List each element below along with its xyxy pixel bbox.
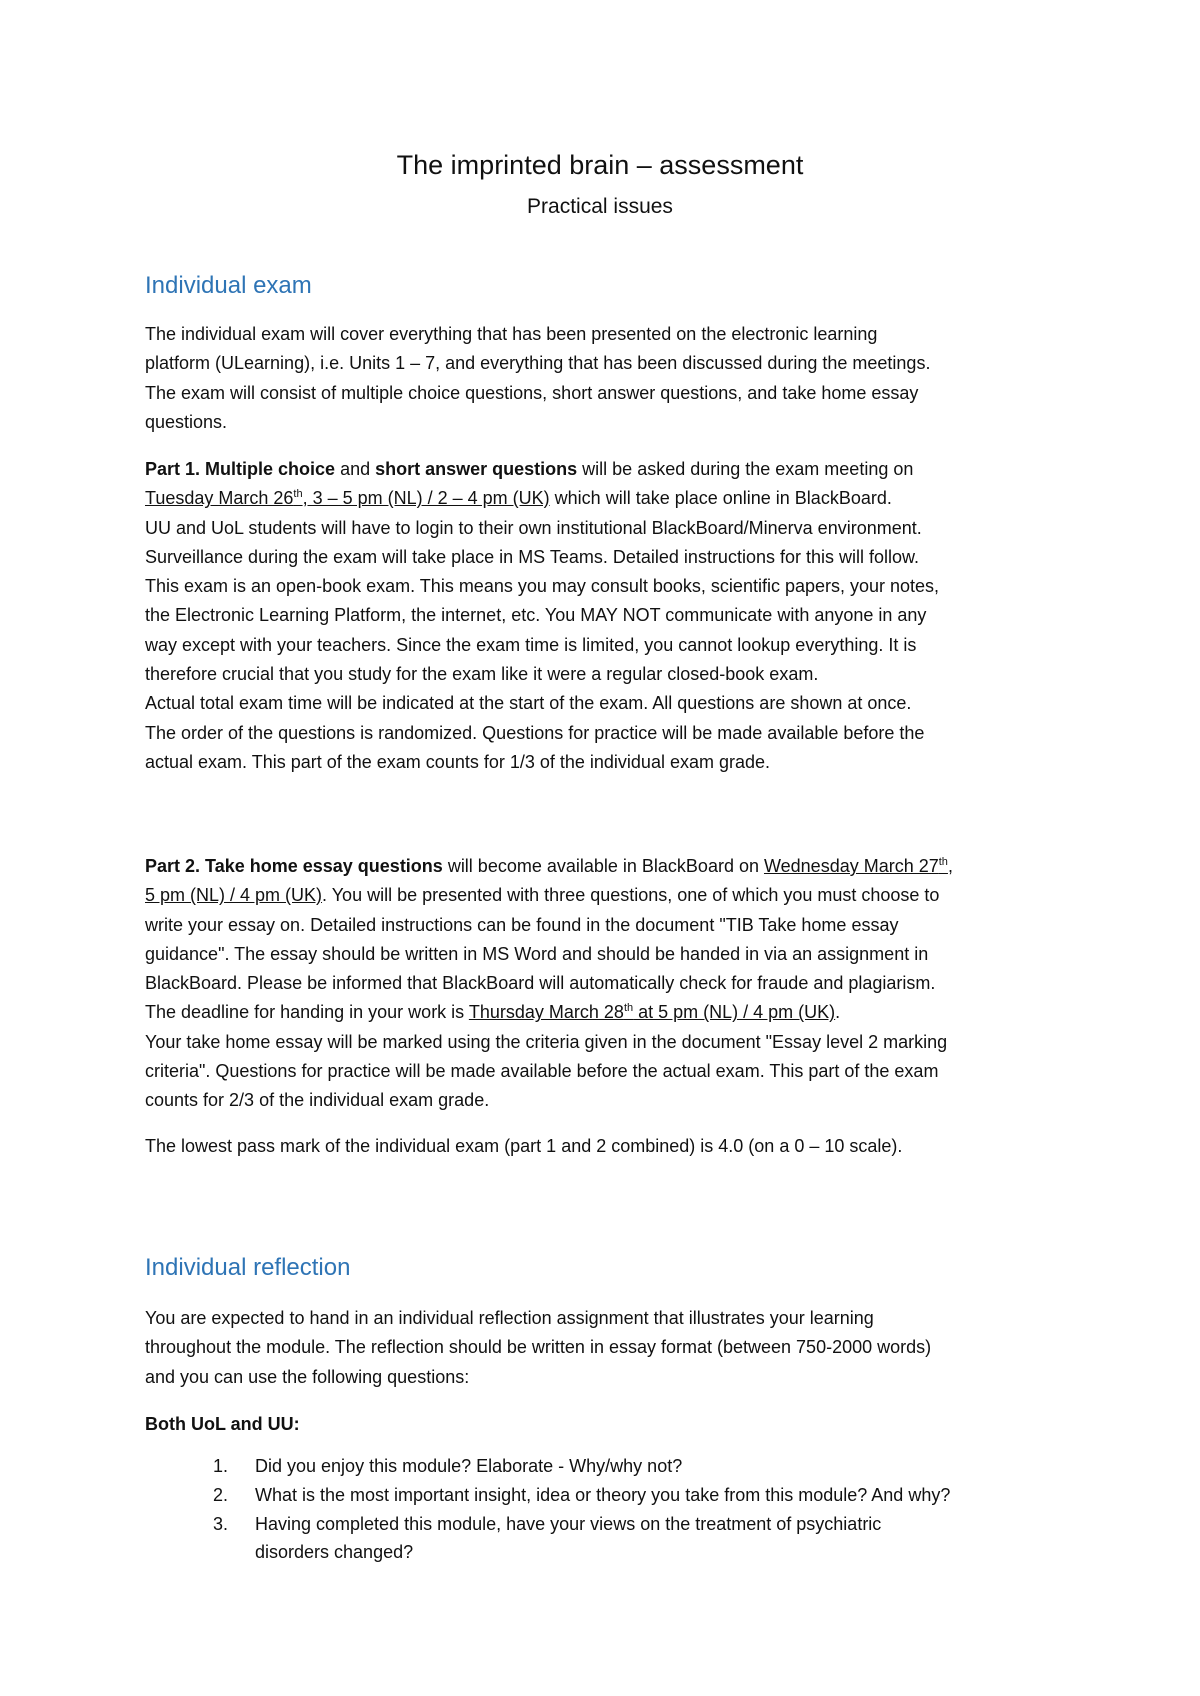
part1-and: and	[335, 459, 376, 479]
part1-date-a: Tuesday March 26	[145, 488, 294, 509]
part2-line: write your essay on. Detailed instructions can be found in the document "TIB Take home essay	[145, 914, 899, 935]
part1-line: Surveillance during the exam will take place in MS Teams. Detailed instructions for this will follow.	[145, 546, 920, 567]
list-item-number: 1.	[213, 1456, 229, 1476]
deadline-post: .	[835, 1002, 841, 1023]
reflection-question-list	[145, 1452, 1075, 1567]
list-item	[145, 1452, 1075, 1480]
part1-date-b: , 3 – 5 pm (NL) / 2 – 4 pm (UK)	[302, 488, 550, 509]
reflection-intro-line: You are expected to hand in an individual reflection assignment that illustrates your learning	[145, 1308, 874, 1328]
deadline-b: at 5 pm (NL) / 4 pm (UK)	[633, 1002, 836, 1023]
part2-time: 5 pm (NL) / 4 pm (UK)	[145, 885, 323, 906]
part2-date-b: ,	[947, 856, 953, 876]
part1-date-line	[145, 484, 1075, 513]
part2-date-a: Wednesday March 27	[763, 856, 939, 876]
part1-bold-multiple-choice: Multiple choice	[205, 459, 336, 479]
pass-mark-paragraph	[145, 1132, 1075, 1161]
deadline-sup: th	[623, 1002, 634, 1015]
part1-rest1: will be asked during the exam meeting on	[577, 459, 914, 479]
part1-first-line	[145, 455, 1075, 484]
part2-date	[764, 856, 953, 876]
part1-bold-short-answer: short answer questions	[375, 459, 578, 479]
part1-lead: Part 1.	[145, 459, 201, 479]
part1-line: the Electronic Learning Platform, the internet, etc. You MAY NOT communicate with anyone in any	[145, 605, 927, 626]
part2-rest1: will become available in BlackBoard on	[442, 856, 764, 876]
reflection-intro-line: and you can use the following questions:	[145, 1366, 470, 1387]
list-item	[145, 1481, 1075, 1509]
document-subtitle: Practical issues	[527, 195, 673, 218]
section-heading-exam: Individual exam	[145, 272, 312, 299]
part2-line: criteria". Questions for practice will be made available before the actual exam. This part of the exam	[145, 1061, 939, 1082]
both-uol-uu-label: Both UoL and UU:	[145, 1414, 300, 1434]
part1-line: UU and UoL students will have to login to their own institutional BlackBoard/Minerva environment.	[145, 517, 922, 538]
reflection-intro-paragraph	[145, 1304, 1075, 1392]
deadline-date	[469, 1002, 835, 1022]
part2-first-line	[145, 852, 1075, 881]
exam-intro-line: The individual exam will cover everything that has been presented on the electronic learning	[145, 324, 878, 344]
list-item-number: 3.	[213, 1514, 229, 1534]
deadline-pre: The deadline for handing in your work is	[145, 1002, 469, 1023]
part1-date-sup: th	[293, 488, 303, 501]
reflection-intro-line: throughout the module. The reflection should be written in essay format (between 750-2000 words)	[145, 1337, 932, 1358]
part2-line: Your take home essay will be marked using the criteria given in the document "Essay level 2 marking	[145, 1031, 948, 1052]
part2-lead: Part 2.	[145, 856, 201, 876]
part2-date-sup: th	[938, 856, 948, 868]
part2-line: BlackBoard. Please be informed that BlackBoard will automatically check for fraude and plagiarism.	[145, 973, 936, 994]
exam-intro-line: platform (ULearning), i.e. Units 1 – 7, and everything that has been discussed during the meetings.	[145, 353, 931, 374]
exam-intro-paragraph	[145, 320, 1075, 437]
both-label-paragraph	[145, 1410, 1075, 1439]
part2-line: counts for 2/3 of the individual exam grade.	[145, 1090, 490, 1111]
part1-line: therefore crucial that you study for the exam like it were a regular closed-book exam.	[145, 664, 819, 685]
deadline-a: Thursday March 28	[468, 1002, 624, 1023]
pass-mark-text: The lowest pass mark of the individual exam (part 1 and 2 combined) is 4.0 (on a 0 – 10 scale).	[145, 1136, 903, 1156]
list-item-text: What is the most important insight, idea or theory you take from this module? And why?	[255, 1485, 951, 1505]
part2-bold-take-home: Take home essay questions	[205, 856, 443, 876]
part1-paragraph	[145, 455, 1075, 777]
section-heading-reflection: Individual reflection	[145, 1254, 351, 1281]
exam-intro-line: The exam will consist of multiple choice questions, short answer questions, and take home essay	[145, 382, 919, 403]
list-item-text: Did you enjoy this module? Elaborate - Why/why not?	[255, 1456, 683, 1476]
part1-line: This exam is an open-book exam. This means you may consult books, scientific papers, your notes,	[145, 576, 940, 597]
list-item	[145, 1510, 955, 1566]
part2-deadline-line	[145, 998, 1075, 1027]
exam-intro-line: questions.	[145, 411, 228, 432]
part1-line: actual exam. This part of the exam counts for 1/3 of the individual exam grade.	[145, 751, 771, 772]
part1-line: Actual total exam time will be indicated at the start of the exam. All questions are shown at once.	[145, 693, 912, 714]
part2-second-line	[145, 881, 1075, 910]
list-item-number: 2.	[213, 1485, 229, 1505]
document-title: The imprinted brain – assessment	[396, 150, 804, 180]
part1-line: The order of the questions is randomized. Questions for practice will be made available before the	[145, 722, 925, 743]
part2-rest2: . You will be presented with three questions, one of which you must choose to	[322, 885, 940, 906]
part1-line: way except with your teachers. Since the exam time is limited, you cannot lookup everything. It is	[145, 634, 917, 655]
part2-paragraph	[145, 852, 1075, 1116]
part1-date	[145, 488, 550, 508]
part2-line: guidance". The essay should be written in MS Word and should be handed in via an assignment in	[145, 943, 929, 964]
list-item-text: Having completed this module, have your views on the treatment of psychiatric disorders changed?	[255, 1514, 882, 1562]
part1-rest2: which will take place online in BlackBoard.	[549, 488, 892, 509]
